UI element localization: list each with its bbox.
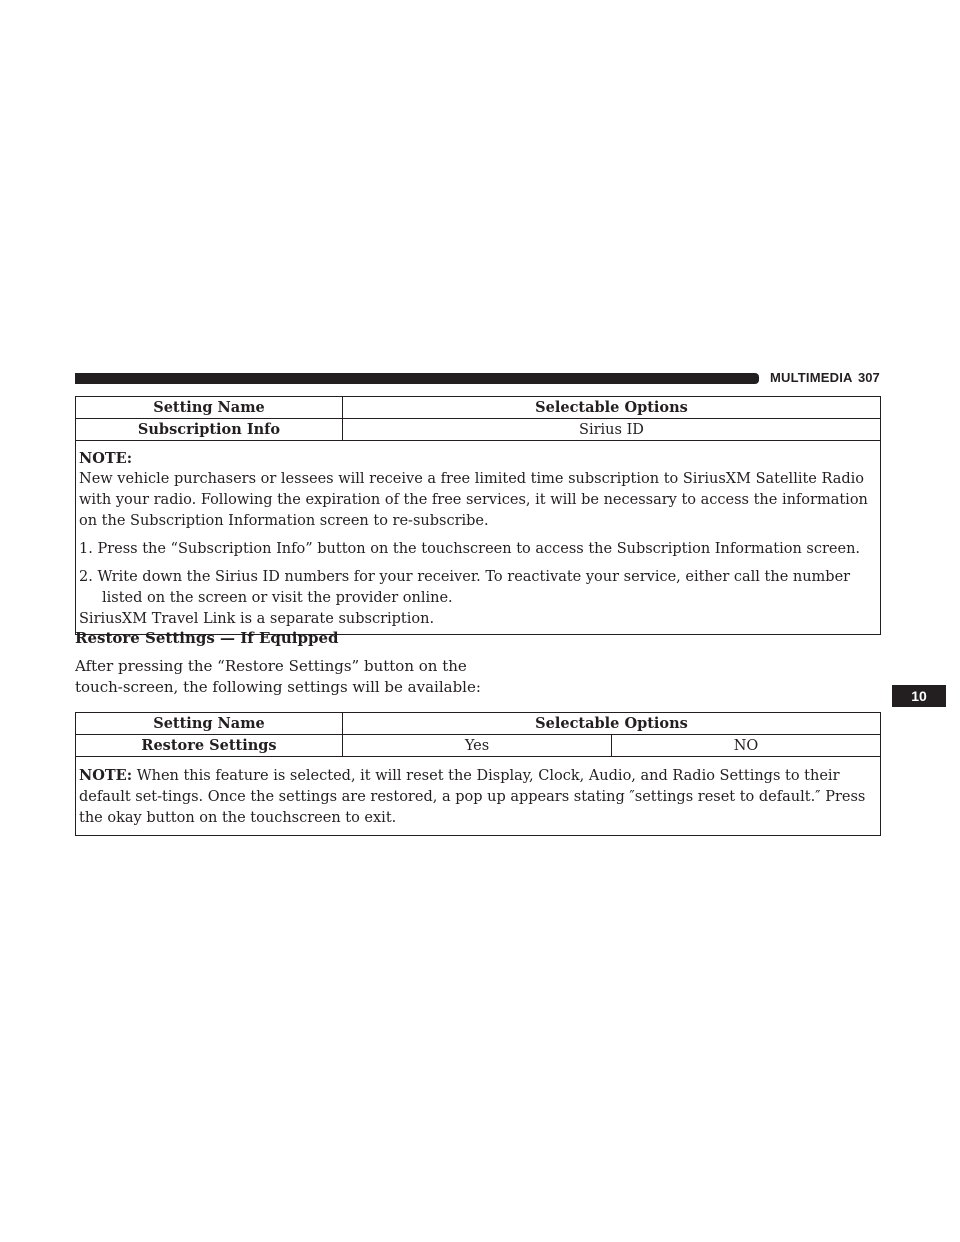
section-heading: Restore Settings — If Equipped — [75, 629, 339, 647]
selectable-option-cell: Sirius ID — [579, 421, 644, 438]
header-rule — [75, 373, 759, 384]
header-selectable-options: Selectable Options — [535, 399, 688, 416]
restore-settings-table — [75, 712, 881, 836]
option-no-cell: NO — [733, 737, 759, 754]
note-text: When this feature is selected, it will reset the Display, Clock, Audio, and Radio Settings to their default set-tings. Once the settings are restored, a pop up appears stating ″settings reset to default.″ Press the okay button on the touchscreen to exit. — [79, 768, 866, 826]
restore-note — [76, 757, 880, 835]
note-closing: SiriusXM Travel Link is a separate subscription. — [79, 611, 435, 627]
section-title: MULTIMEDIA — [770, 370, 853, 385]
table-header-row — [76, 397, 880, 419]
subscription-note — [76, 441, 880, 634]
header-selectable-options: Selectable Options — [535, 715, 688, 732]
subscription-settings-table — [75, 396, 881, 635]
setting-name-cell: Restore Settings — [76, 735, 343, 756]
page-number: 307 — [858, 370, 880, 385]
header-setting-name: Setting Name — [76, 713, 343, 734]
note-text: New vehicle purchasers or lessees will receive a free limited time subscription to SiriusXM Satellite Radio with your radio. Following the expiration of the free services, it will be necessary to access the information on the Subscription Information screen to re-subscribe. — [79, 471, 868, 529]
table-row — [76, 735, 880, 757]
option-yes-cell: Yes — [343, 735, 612, 756]
table-row — [76, 419, 880, 441]
header-setting-name: Setting Name — [76, 397, 343, 418]
section-paragraph: After pressing the “Restore Settings” button on the touch-screen, the following settings will be available: — [75, 657, 481, 696]
note-label: NOTE: — [79, 767, 133, 784]
setting-name-cell: Subscription Info — [76, 419, 343, 440]
note-step-1: 1. Press the “Subscription Info” button on the touchscreen to access the Subscription Information screen. — [79, 541, 861, 557]
table-header-row — [76, 713, 880, 735]
chapter-tab: 10 — [892, 685, 946, 707]
note-label: NOTE: — [79, 450, 133, 467]
note-step-2: 2. Write down the Sirius ID numbers for your receiver. To reactivate your service, either call the number listed on the screen or visit the provider online. — [79, 569, 851, 606]
